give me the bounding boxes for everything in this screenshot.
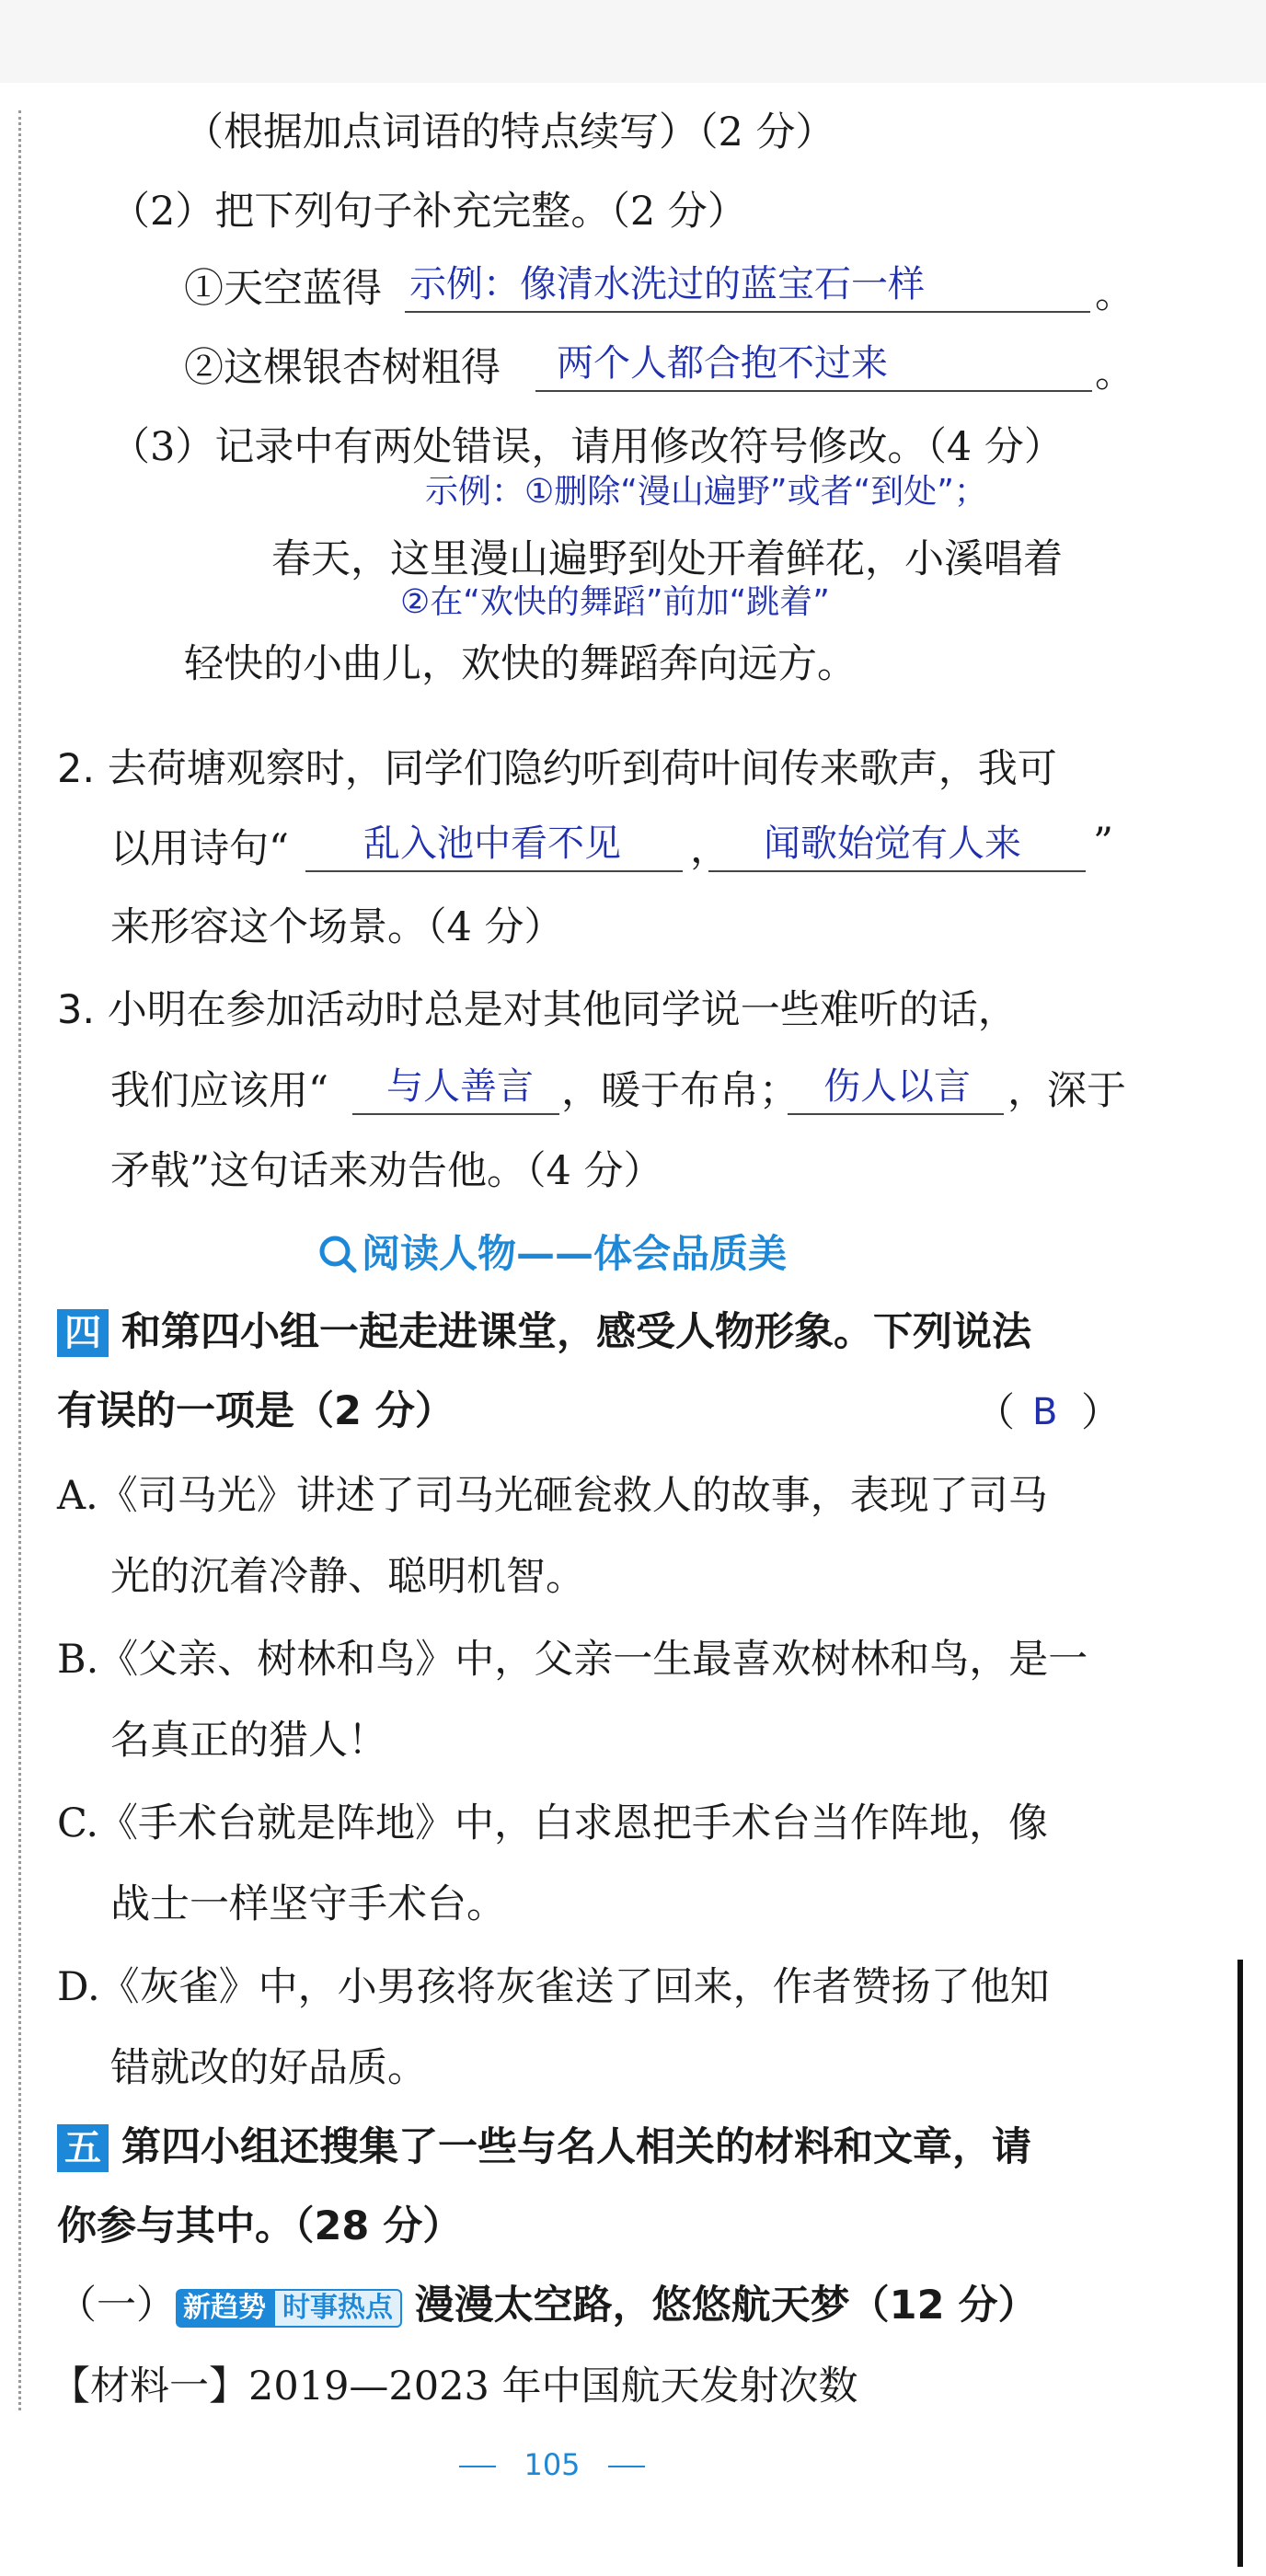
page-number-footer — [0, 2447, 1104, 2482]
page-number: 105 — [524, 2447, 581, 2482]
part1-label: （一） — [57, 2283, 176, 2329]
option-c-line1: C.《手术台就是阵地》中，白求恩把手术台当作阵地，像 — [57, 1800, 1049, 1846]
q3-line2-suffix: ，深于 — [1007, 1068, 1126, 1114]
q2-line1: 去荷塘观察时，同学们隐约听到荷叶间传来歌声，我可 — [107, 746, 1057, 792]
q3-answer2[interactable]: 伤人以言 — [823, 1065, 971, 1108]
part1-title: 漫漫太空路，悠悠航天梦（12 分） — [414, 2283, 1038, 2329]
period: 。 — [1095, 271, 1134, 317]
q4-answer[interactable]: B — [1032, 1391, 1058, 1433]
material1-heading: 【材料一】2019—2023 年中国航天发射次数 — [51, 2363, 858, 2409]
top-margin — [0, 0, 1266, 83]
q2-close-quote: ” — [1093, 820, 1113, 866]
answer-blank — [535, 390, 1092, 392]
q1-part3-answer2[interactable]: ②在“欢快的舞蹈”前加“跳着” — [400, 583, 830, 621]
answer-blank — [708, 870, 1086, 872]
q3-number: 3. — [57, 987, 96, 1033]
answer-blank — [352, 1113, 559, 1115]
q4-line1: 和第四小组一起走进课堂，感受人物形象。下列说法 — [121, 1309, 1031, 1355]
option-c-line2: 战士一样坚守手术台。 — [110, 1881, 506, 1927]
q2-line3: 来形容这个场景。（4 分） — [110, 904, 564, 950]
q5-line2: 你参与其中。（28 分） — [57, 2203, 463, 2249]
tag-new-trend: 新趋势 — [176, 2289, 273, 2328]
q5-line1: 第四小组还搜集了一些与名人相关的材料和文章，请 — [121, 2124, 1031, 2170]
section-title — [317, 1224, 787, 1279]
option-b-line1: B.《父亲、树林和鸟》中，父亲一生最喜欢树林和鸟，是一 — [57, 1637, 1088, 1683]
q2-answer1[interactable]: 乱入池中看不见 — [363, 822, 621, 865]
q5-number-box: 五 — [57, 2124, 109, 2172]
binding-dotted-line — [18, 110, 21, 2410]
option-d-line2: 错就改的好品质。 — [110, 2045, 427, 2091]
dash-right — [608, 2466, 645, 2467]
q4-paren-open: （ — [975, 1390, 1015, 1436]
q1-part3-passage2: 轻快的小曲儿，欢快的舞蹈奔向远方。 — [184, 641, 857, 687]
q2-number: 2. — [57, 746, 96, 792]
option-b-line2: 名真正的猎人！ — [110, 1718, 387, 1764]
q2-line2-prefix: 以用诗句“ — [110, 826, 289, 872]
q3-line2-mid: ，暖于布帛； — [561, 1068, 799, 1114]
answer-blank — [788, 1113, 1004, 1115]
q3-answer1[interactable]: 与人善言 — [386, 1065, 534, 1108]
q4-number-box: 四 — [57, 1309, 109, 1357]
period: 。 — [1095, 351, 1134, 397]
q4-line2: 有误的一项是（2 分） — [57, 1388, 455, 1434]
q1-part2-item2-answer[interactable]: 两个人都合抱不过来 — [557, 342, 888, 385]
q3-line3: 矛戟”这句话来劝告他。（4 分） — [110, 1148, 663, 1194]
answer-blank — [405, 311, 1090, 313]
q1-part2-item2-prefix: ②这棵银杏树粗得 — [184, 345, 501, 391]
q1-part2-prompt: （2）把下列句子补充完整。（2 分） — [110, 189, 747, 235]
option-a-line2: 光的沉着冷静、聪明机智。 — [110, 1554, 585, 1600]
option-d-line1: D.《灰雀》中，小男孩将灰雀送了回来，作者赞扬了他知 — [57, 1964, 1050, 2010]
q1-part3-answer1[interactable]: 示例：①删除“漫山遍野”或者“到处”； — [425, 473, 987, 511]
tag-current-events: 时事热点 — [273, 2289, 402, 2328]
page-edge-bar — [1237, 1960, 1243, 2567]
q1-part2-item1-answer[interactable]: 示例：像清水洗过的蓝宝石一样 — [409, 263, 925, 305]
q1-part3-prompt: （3）记录中有两处错误，请用修改符号修改。（4 分） — [110, 424, 1064, 470]
q2-answer2[interactable]: 闻歌始觉有人来 — [764, 822, 1021, 865]
option-a-line1: A.《司马光》讲述了司马光砸瓮救人的故事，表现了司马 — [57, 1473, 1048, 1519]
q4-paren-close: ） — [1081, 1390, 1121, 1436]
q1-continue-line: （根据加点词语的特点续写）（2 分） — [184, 109, 835, 155]
q3-line2-prefix: 我们应该用“ — [110, 1068, 328, 1114]
section-title-text: 阅读人物——体会品质美 — [362, 1231, 788, 1276]
q1-part3-passage1: 春天，这里漫山遍野到处开着鲜花，小溪唱着 — [271, 536, 1063, 582]
q3-line1: 小明在参加活动时总是对其他同学说一些难听的话， — [107, 987, 1018, 1033]
q2-comma: ， — [690, 826, 730, 872]
magnifier-icon — [317, 1234, 358, 1274]
answer-blank — [305, 870, 683, 872]
q1-part2-item1-prefix: ①天空蓝得 — [184, 266, 382, 312]
dash-left — [459, 2466, 496, 2467]
